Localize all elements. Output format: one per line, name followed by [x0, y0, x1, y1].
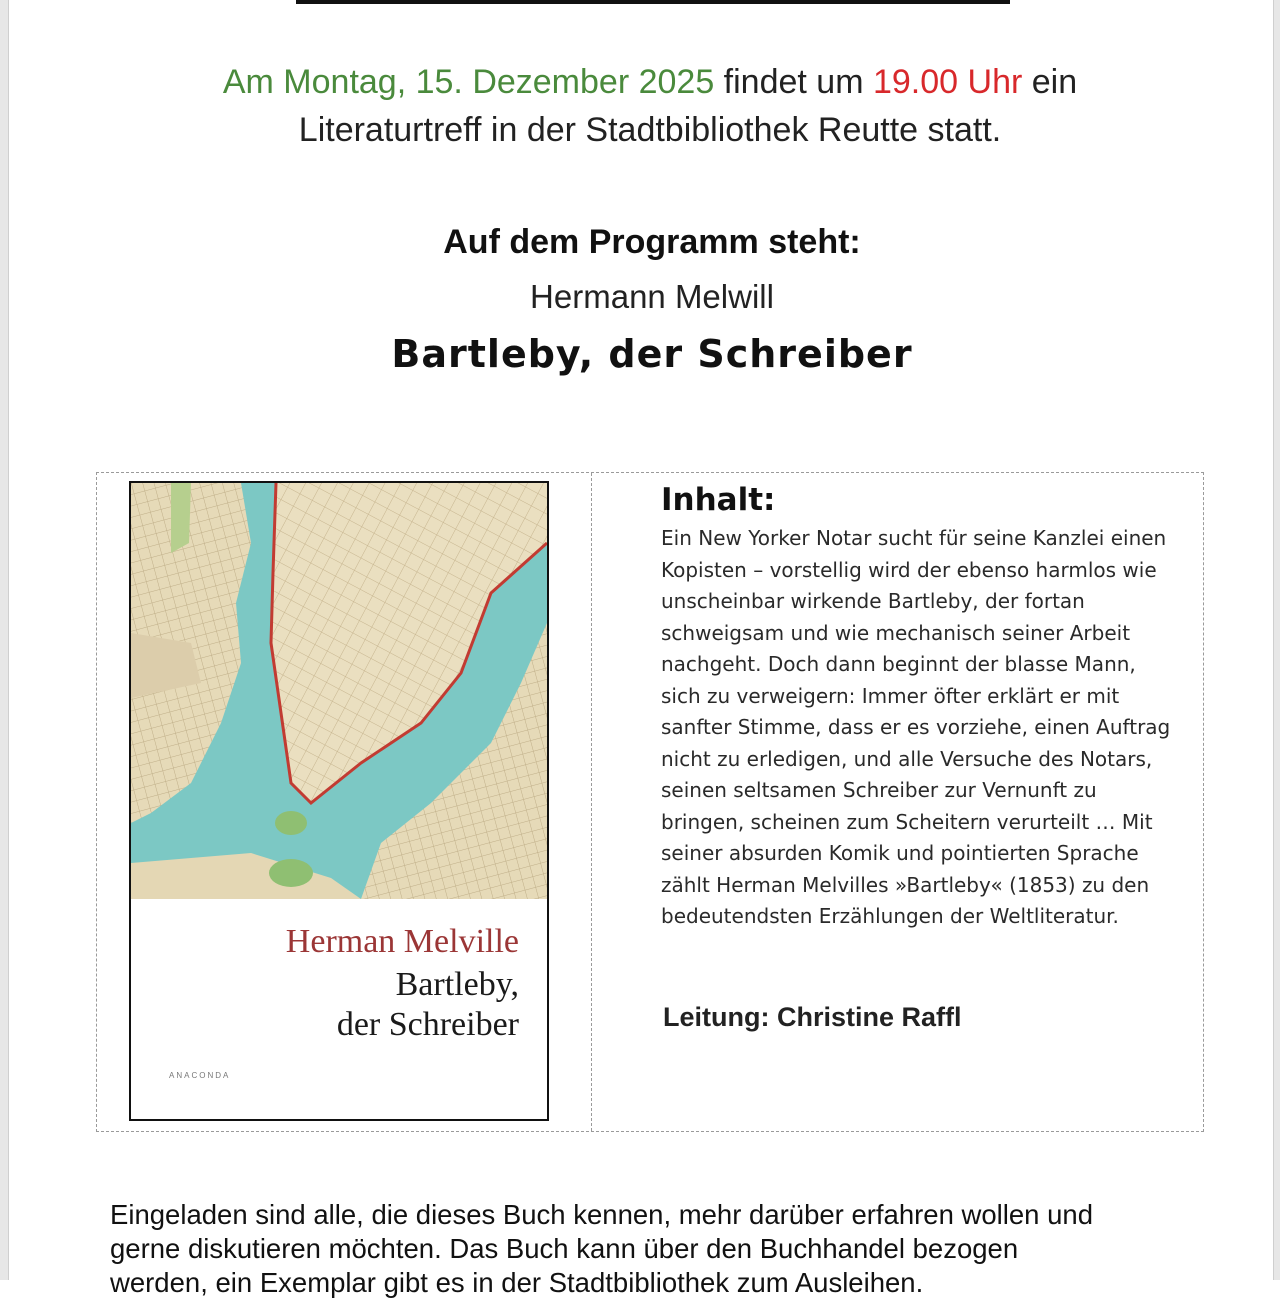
event-date: Am Montag, 15. Dezember 2025 [222, 63, 715, 101]
event-time: 19.00 Uhr [872, 63, 1023, 101]
closing-line-1: Eingeladen sind alle, die dieses Buch kennen, mehr darüber erfahren wollen und [110, 1199, 1094, 1230]
content-line: bedeutendsten Erzählungen der Weltliteratur. [661, 904, 1119, 928]
content-line: nachgeht. Doch dann beginnt der blasse Mann, [661, 652, 1136, 676]
content-line: zählt Herman Melvilles »Bartleby« (1853) zu den [661, 872, 1150, 897]
closing-line-2: gerne diskutieren möchten. Das Buch kann über den Buchhandel bezogen [110, 1233, 1019, 1264]
intro-paragraph [0, 58, 1280, 154]
closing-line-3: werden, ein Exemplar gibt es in der Stadtbibliothek zum Ausleihen. [110, 1267, 924, 1298]
content-cell [661, 479, 1201, 933]
page-edge-right [1273, 0, 1280, 1280]
content-line: sanfter Stimme, dass er es vorziehe, einen Auftrag [661, 715, 1171, 739]
content-line: sich zu verweigern: Immer öfter erklärt er mit [661, 683, 1120, 708]
content-line: nicht zu erledigen, und alle Versuche des Notars, [661, 746, 1153, 771]
content-text [661, 523, 1201, 933]
cover-title-line-1: Bartleby, [395, 966, 519, 1003]
closing-paragraph [110, 1198, 1220, 1300]
content-heading: Inhalt: [661, 482, 776, 518]
cover-title-line-2: der Schreiber [336, 1006, 519, 1043]
book-cover-image [129, 481, 549, 1121]
top-rule [296, 0, 1010, 4]
page-edge-left [0, 0, 9, 1280]
program-heading: Auf dem Programm steht: [443, 223, 861, 261]
intro-middle: findet um [714, 63, 873, 101]
program-book-title: Bartleby, der Schreiber [391, 332, 913, 376]
content-line: Ein New Yorker Notar sucht für seine Kanzlei einen [661, 526, 1167, 550]
intro-end: ein [1022, 63, 1078, 101]
content-line: seiner absurden Komik und pointierten Sprache [661, 841, 1139, 865]
cover-publisher: ANACONDA [169, 1071, 231, 1080]
cover-title [337, 965, 519, 1045]
content-line: Kopisten – vorstellig wird der ebenso harmlos wie [661, 557, 1157, 582]
info-table [96, 472, 1204, 1132]
cover-author: Herman Melville [285, 923, 519, 960]
leader-line: Leitung: Christine Raffl [663, 1002, 962, 1032]
content-line: schweigsam und wie mechanisch seiner Arbeit [661, 620, 1131, 645]
content-line: bringen, scheinen zum Scheitern verurteilt … Mit [661, 809, 1153, 834]
intro-line-2: Literaturtreff in der Stadtbibliothek Reutte statt. [298, 111, 1002, 149]
table-cell-divider [591, 473, 592, 1131]
content-line: seinen seltsamen Schreiber zur Vernunft zu [661, 778, 1097, 802]
program-author: Hermann Melwill [530, 278, 774, 315]
intro-line-1 [0, 58, 1280, 106]
cover-map-illustration [131, 483, 547, 899]
content-line: unscheinbar wirkende Bartleby, der fortan [661, 589, 1085, 613]
